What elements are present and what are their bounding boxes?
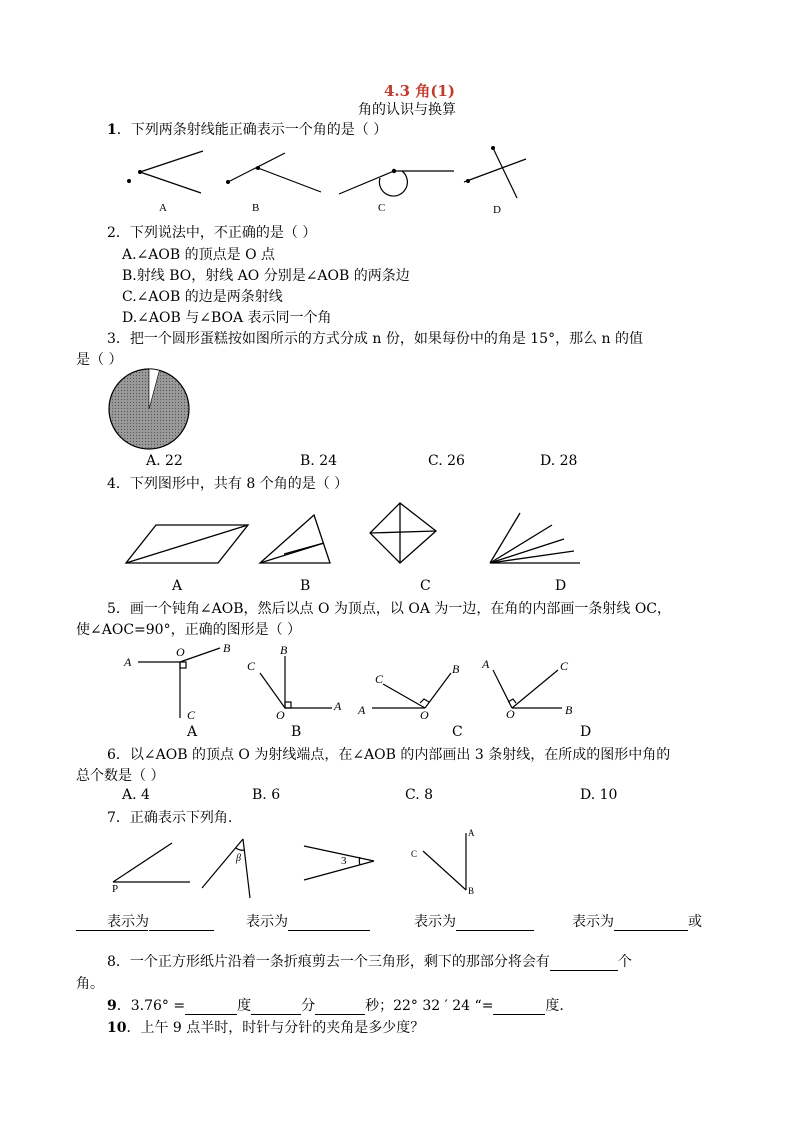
question-10-number: 10 — [107, 1020, 127, 1036]
q7-blank-4[interactable] — [614, 916, 688, 931]
q5c-label-b: B — [452, 662, 460, 676]
question-8-line1 — [107, 951, 632, 971]
q2-option-d: D.∠AOB 与∠BOA 表示同一个角 — [122, 310, 332, 326]
q9-blank-sec[interactable] — [315, 1000, 365, 1015]
q1-option-c: C — [378, 202, 386, 214]
q7-answer-4 — [572, 911, 702, 931]
q5a-label-o: O — [176, 645, 185, 659]
q9-deg2-unit: 度. — [545, 998, 564, 1014]
q9-text-b: 秒；22° 32 ′ 24 “= — [365, 998, 494, 1014]
q7-blank-5[interactable] — [76, 930, 148, 931]
q3-option-b: B. 24 — [300, 453, 338, 469]
question-4-figures — [0, 495, 794, 575]
q1-option-d: D — [493, 204, 501, 216]
question-9 — [107, 995, 564, 1015]
page-title: 4.3 角(1) — [384, 82, 455, 100]
q4-option-d: D — [555, 578, 567, 594]
question-9-number: 9 — [107, 998, 117, 1014]
question-8-text: 8．一个正方形纸片沿着一条折痕剪去一个三角形，剩下的那部分将会有 — [107, 954, 550, 970]
question-1-number: 1 — [107, 122, 117, 138]
q1-option-a: A — [159, 202, 167, 214]
q7-answer-2-label: 表示为 — [246, 914, 288, 930]
q5-option-c: C — [452, 724, 463, 740]
page-subtitle: 角的认识与换算 — [358, 102, 456, 118]
q2-option-c: C.∠AOB 的边是两条射线 — [122, 289, 283, 305]
cake-pie-figure — [108, 368, 192, 452]
q7-label-c: C — [411, 849, 418, 859]
q1-option-b: B — [252, 202, 260, 214]
q7-answer-3-label: 表示为 — [414, 914, 456, 930]
q5-option-b: B — [291, 724, 302, 740]
q6-option-a: A. 4 — [122, 787, 150, 803]
q4-option-b: B — [300, 578, 311, 594]
q6-option-b: B. 6 — [252, 787, 281, 803]
q7-answer-1 — [107, 911, 214, 931]
question-10 — [107, 1017, 424, 1037]
q5b-label-b: B — [280, 643, 288, 657]
question-6-line2: 总个数是（ ） — [76, 768, 165, 784]
question-5-figures — [0, 640, 794, 730]
q5d-label-a: A — [482, 657, 490, 671]
question-3-line2: 是（ ） — [76, 352, 123, 368]
q5c-label-a: A — [358, 703, 366, 717]
question-6-line1: 6．以∠AOB 的顶点 O 为射线端点，在∠AOB 的内部画出 3 条射线，在所成的图形中角的 — [107, 747, 671, 763]
q5d-label-b: B — [565, 703, 573, 717]
q7-answer-4-label: 表示为 — [572, 914, 614, 930]
question-5-line1: 5．画一个钝角∠AOB，然后以点 O 为顶点，以 OA 为一边，在角的内部画一条射线 OC， — [107, 601, 672, 617]
q7-label-p: P — [112, 883, 119, 895]
question-1-figures — [0, 0, 794, 230]
q3-option-c: C. 26 — [428, 453, 465, 469]
q5c-label-c: C — [375, 672, 384, 686]
q3-option-a: A. 22 — [146, 453, 183, 469]
q5a-label-b: B — [223, 641, 231, 655]
q5-option-a: A — [187, 724, 198, 740]
q4-option-a: A — [172, 578, 183, 594]
q7-answer-2 — [246, 911, 370, 931]
q5-option-d: D — [580, 724, 592, 740]
q7-answer-1-label: 表示为 — [107, 914, 149, 930]
question-8-line2: 角。 — [76, 976, 104, 992]
q7-label-beta: β — [236, 853, 241, 864]
question-3-line1: 3．把一个圆形蛋糕按如图所示的方式分成 n 份，如果每份中的角是 15°，那么 n 的值 — [107, 331, 644, 347]
q9-min-unit: 分 — [301, 998, 316, 1014]
q2-option-a: A.∠AOB 的顶点是 O 点 — [122, 247, 275, 263]
q2-option-b: B.射线 BO，射线 AO 分别是∠AOB 的两条边 — [122, 268, 410, 284]
q5a-label-c: C — [187, 708, 196, 722]
q9-blank-deg[interactable] — [185, 1000, 237, 1015]
question-5-line2: 使∠AOC=90°，正确的图形是（ ） — [76, 622, 302, 638]
question-4: 4．下列图形中，共有 8 个角的是（ ） — [107, 476, 349, 492]
question-2: 2．下列说法中，不正确的是（ ） — [107, 225, 317, 241]
q5a-label-a: A — [124, 655, 132, 669]
q4-option-c: C — [420, 578, 431, 594]
q7-label-3: 3 — [341, 855, 347, 867]
q5d-label-o: O — [506, 707, 515, 721]
q5b-label-o: O — [276, 708, 285, 722]
q8-blank[interactable] — [550, 956, 618, 971]
q7-label-a: A — [468, 828, 475, 838]
question-8-unit: 个 — [617, 954, 632, 970]
q9-deg-unit: 度 — [237, 998, 252, 1014]
q7-answer-3 — [414, 911, 534, 931]
question-9-text: ．3.76° = — [116, 998, 186, 1014]
question-1-text: ．下列两条射线能正确表示一个角的是（ ） — [116, 122, 388, 138]
q6-option-c: C. 8 — [405, 787, 434, 803]
q5d-label-c: C — [560, 659, 569, 673]
question-10-text: ．上午 9 点半时，时针与分针的夹角是多少度？ — [126, 1020, 425, 1036]
q5b-label-a: A — [334, 699, 342, 713]
q5b-label-c: C — [247, 659, 256, 673]
q7-blank-1[interactable] — [149, 916, 214, 931]
question-7: 7．正确表示下列角. — [107, 810, 233, 826]
q9-blank-deg2[interactable] — [493, 1000, 545, 1015]
q6-option-d: D. 10 — [580, 787, 618, 803]
q3-option-d: D. 28 — [540, 453, 578, 469]
question-7-figures — [0, 825, 794, 900]
q7-label-b: B — [468, 886, 475, 896]
q9-blank-min[interactable] — [251, 1000, 301, 1015]
q5c-label-o: O — [420, 708, 429, 722]
q7-blank-2[interactable] — [288, 916, 370, 931]
q7-or: 或 — [688, 914, 702, 930]
q7-blank-3[interactable] — [456, 916, 534, 931]
